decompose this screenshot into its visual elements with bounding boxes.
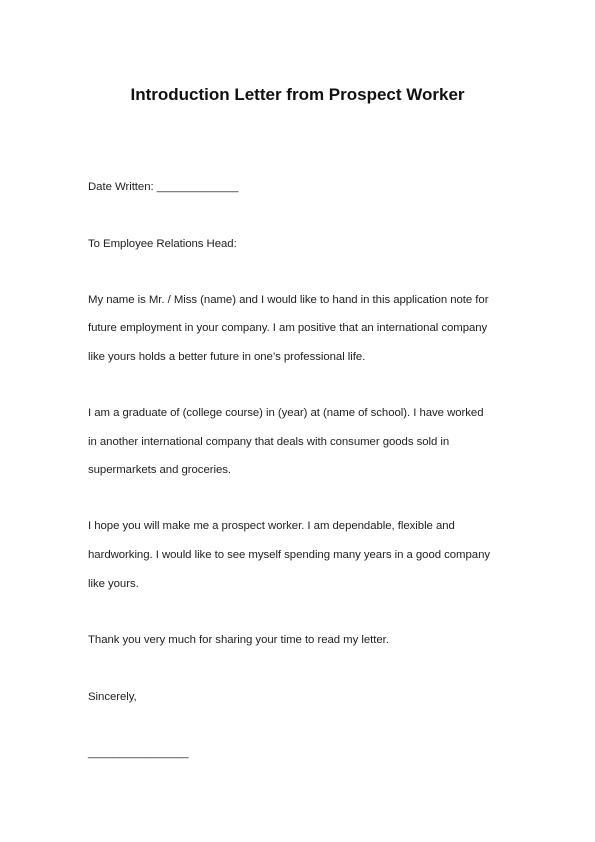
paragraph-1-line-3: like yours holds a better future in one’s professional life. xyxy=(88,351,366,363)
paragraph-2-line-2: in another international company that deals with consumer goods sold in xyxy=(88,436,450,448)
paragraph-3-line-3: like yours. xyxy=(88,578,139,590)
paragraph-2-line-1: I am a graduate of (college course) in (year) at (name of school). I have worked xyxy=(88,407,484,419)
signature-line: ________________ xyxy=(88,747,189,759)
salutation: To Employee Relations Head: xyxy=(88,238,237,250)
closing-thanks: Thank you very much for sharing your time to read my letter. xyxy=(88,634,389,646)
sign-off: Sincerely, xyxy=(88,691,137,703)
letter-title: Introduction Letter from Prospect Worker xyxy=(130,85,465,104)
paragraph-3-line-1: I hope you will make me a prospect worker. I am dependable, flexible and xyxy=(88,520,455,532)
date-written-line: Date Written: _____________ xyxy=(88,181,239,193)
paragraph-1-line-1: My name is Mr. / Miss (name) and I would like to hand in this application note for xyxy=(88,294,489,306)
paragraph-3-line-2: hardworking. I would like to see myself spending many years in a good company xyxy=(88,549,490,561)
paragraph-1-line-2: future employment in your company. I am positive that an international company xyxy=(88,322,488,334)
paragraph-2-line-3: supermarkets and groceries. xyxy=(88,464,231,476)
